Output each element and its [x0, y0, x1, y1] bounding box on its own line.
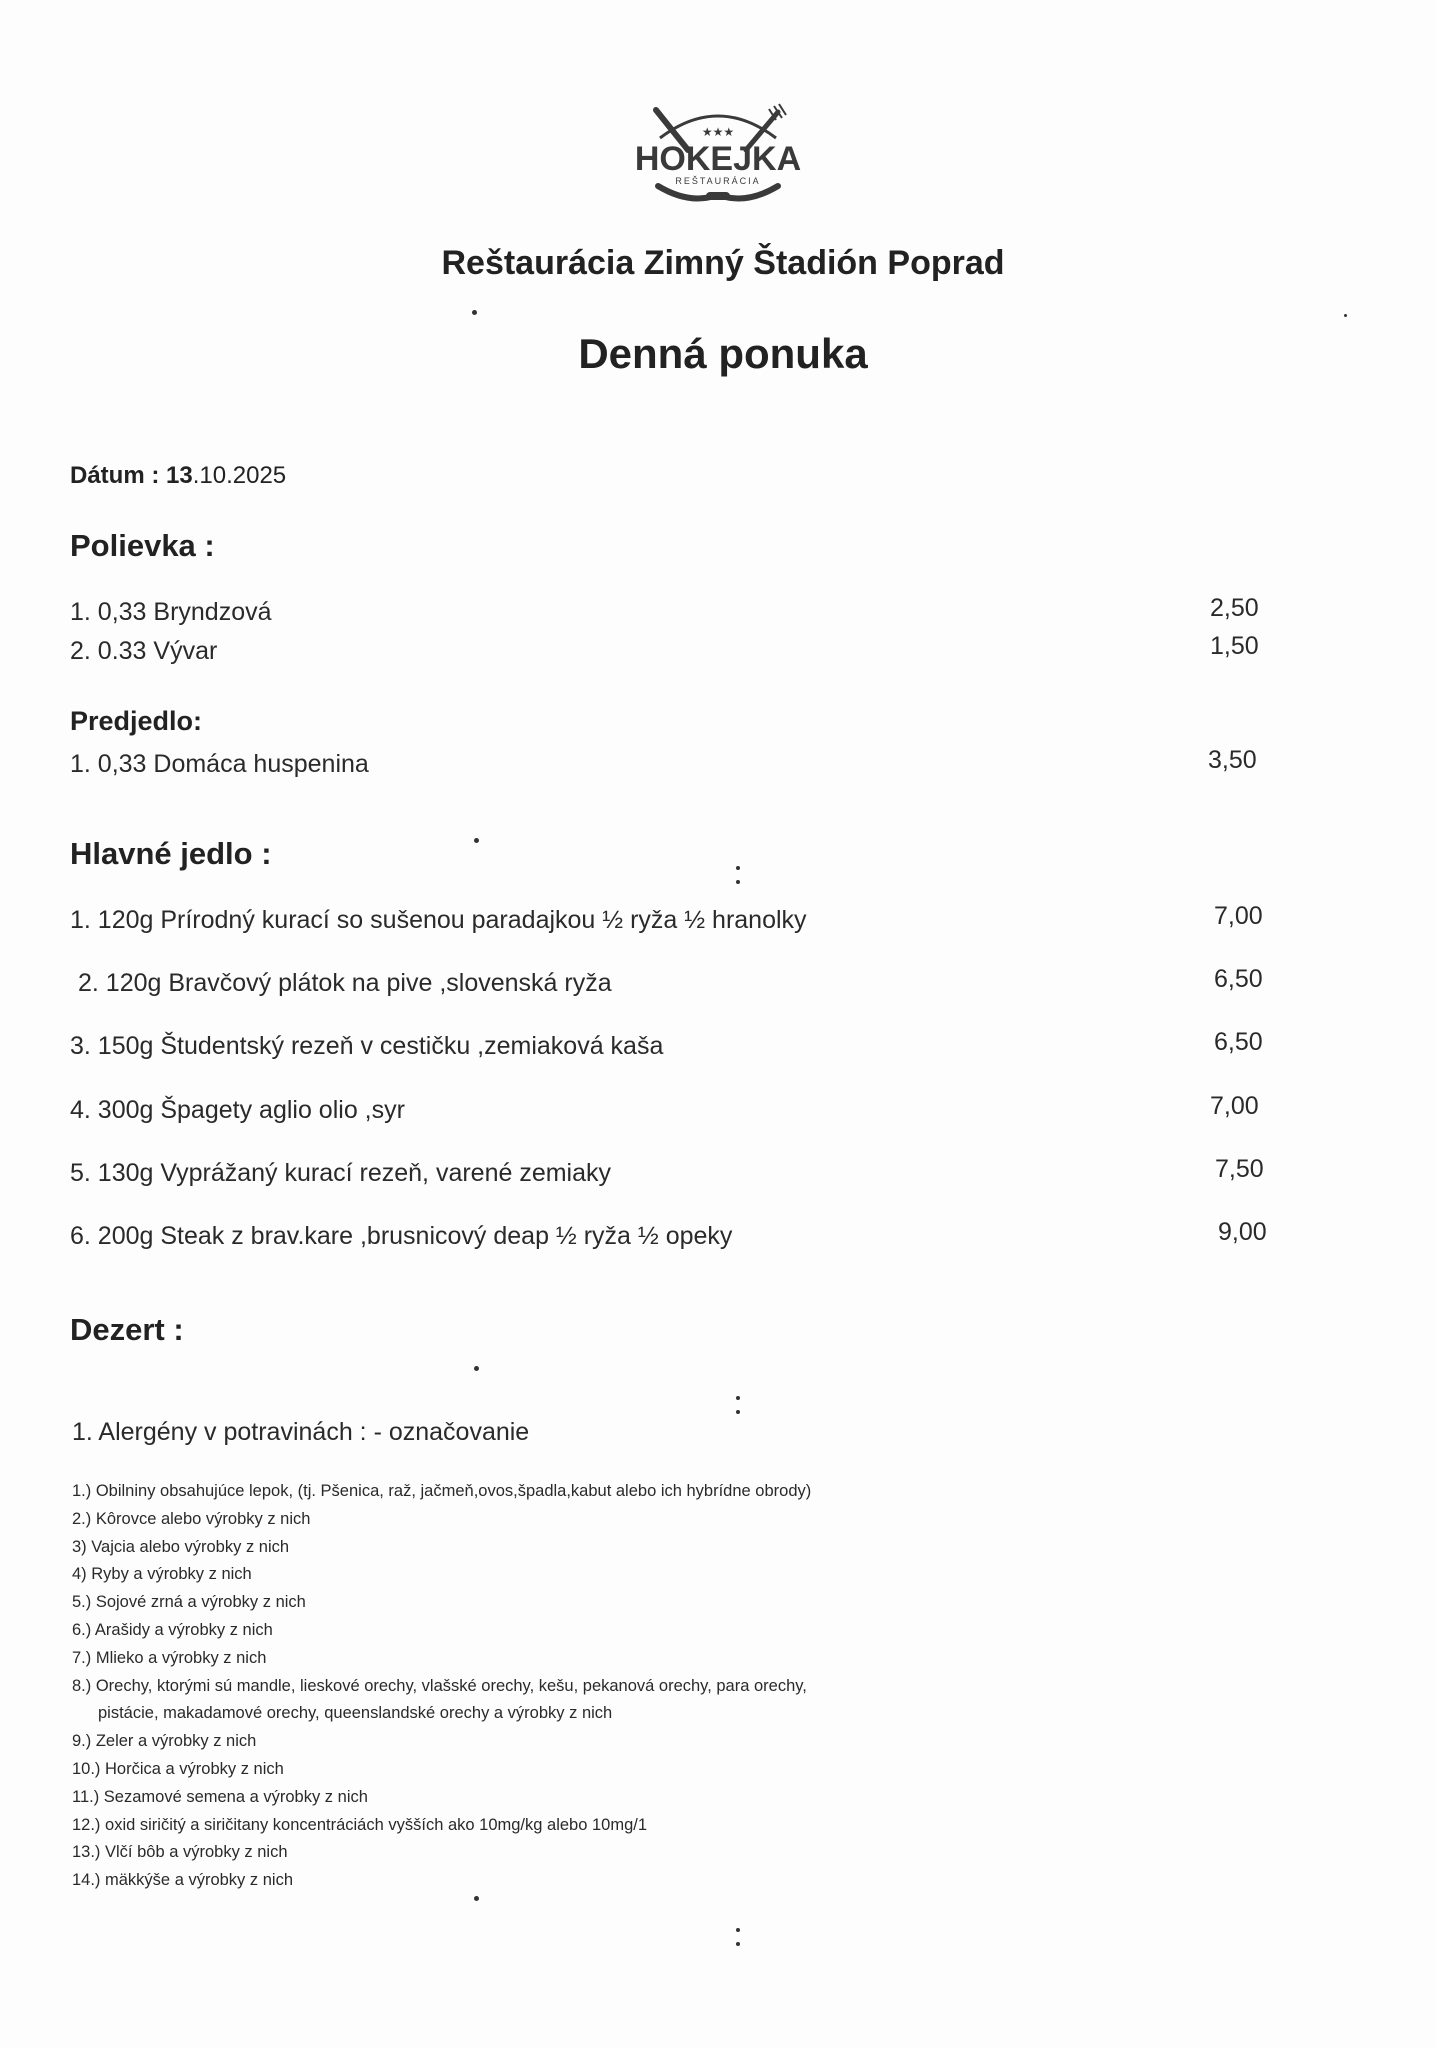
hokejka-logo-graphic	[618, 100, 818, 210]
allergen-item: 3) Vajcia alebo výrobky z nich	[72, 1537, 290, 1556]
dessert-heading: Dezert :	[70, 1312, 184, 1347]
allergen-item: 9.) Zeler a výrobky z nich	[72, 1732, 257, 1751]
allergen-item: 13.) Vlčí bôb a výrobky z nich	[72, 1843, 288, 1862]
main-item-1: 1. 120g Prírodný kurací so sušenou paradajkou ½ ryža ½ hranolky	[70, 906, 807, 934]
allergen-item: 6.) Arašidy a výrobky z nich	[72, 1620, 273, 1639]
allergen-item: 10.) Horčica a výrobky z nich	[72, 1759, 284, 1778]
scan-speck	[474, 838, 479, 843]
main-item-6: 6. 200g Steak z brav.kare ,brusnicový deap ½ ryža ½ opeky	[70, 1222, 733, 1250]
allergen-item: 8.) Orechy, ktorými sú mandle, lieskové orechy, vlašské orechy, kešu, pekanová orechy, para orechy,	[72, 1676, 807, 1695]
allergen-item-continuation: pistácie, makadamové orechy, queenslandské orechy a výrobky z nich	[98, 1704, 613, 1723]
logo-subtext: REŠTAURÁCIA	[675, 176, 761, 186]
scan-speck	[736, 1410, 740, 1414]
main-price-1: 7,00	[1214, 902, 1263, 930]
allergen-item: 11.) Sezamové semena a výrobky z nich	[72, 1787, 368, 1806]
allergen-item: 4) Ryby a výrobky z nich	[72, 1565, 252, 1584]
main-price-6: 9,00	[1218, 1218, 1267, 1246]
soup-price-1: 2,50	[1210, 594, 1259, 622]
main-item-5: 5. 130g Vyprážaný kurací rezeň, varené zemiaky	[70, 1159, 612, 1187]
main-price-4: 7,00	[1210, 1092, 1259, 1120]
scan-speck	[736, 880, 740, 884]
starter-price-1: 3,50	[1208, 746, 1257, 774]
starter-item-1: 1. 0,33 Domáca huspenina	[70, 750, 369, 778]
main-item-2: 2. 120g Bravčový plátok na pive ,slovenská ryža	[78, 969, 612, 997]
allergens-list	[72, 1478, 972, 1895]
soup-item-2: 2. 0.33 Vývar	[70, 637, 218, 665]
allergen-item: 14.) mäkkýše a výrobky z nich	[72, 1871, 293, 1890]
scan-speck	[474, 1896, 479, 1901]
restaurant-logo	[618, 100, 818, 210]
soup-heading: Polievka :	[70, 528, 215, 563]
allergen-item: 1.) Obilniny obsahujúce lepok, (tj. Pšenica, raž, jačmeň,ovos,špadla,kabut alebo ich hybrídne obrody)	[72, 1482, 812, 1500]
allergen-item: 12.) oxid siričitý a siričitany koncentráciách vyšších ako 10mg/kg alebo 10mg/1	[72, 1815, 648, 1834]
date-day: 13	[166, 462, 193, 489]
scan-speck	[1344, 314, 1347, 317]
scan-speck	[736, 1942, 740, 1946]
scan-speck	[736, 866, 740, 870]
allergen-item: 2.) Kôrovce alebo výrobky z nich	[72, 1509, 311, 1528]
main-price-2: 6,50	[1214, 965, 1263, 993]
svg-text:★★★: ★★★	[701, 125, 735, 139]
main-item-3: 3. 150g Študentský rezeň v cestičku ,zemiaková kaša	[70, 1032, 664, 1060]
scan-speck	[736, 1928, 740, 1932]
scan-speck	[736, 1396, 740, 1400]
allergen-item: 7.) Mlieko a výrobky z nich	[72, 1648, 267, 1667]
restaurant-name: Reštaurácia Zimný Štadión Poprad	[441, 244, 1005, 282]
starter-heading: Predjedlo:	[70, 706, 203, 736]
menu-date	[70, 462, 286, 490]
scan-speck	[472, 310, 477, 315]
allergen-item: 5.) Sojové zrná a výrobky z nich	[72, 1593, 306, 1612]
main-price-3: 6,50	[1214, 1028, 1263, 1056]
main-item-4: 4. 300g Špagety aglio olio ,syr	[70, 1096, 405, 1124]
date-label: Dátum :	[70, 462, 160, 489]
allergens-title: 1. Alergény v potravinách : - označovanie	[72, 1418, 530, 1446]
main-heading: Hlavné jedlo :	[70, 836, 272, 871]
soup-price-2: 1,50	[1210, 632, 1259, 660]
date-rest: .10.2025	[192, 462, 287, 489]
scan-speck	[474, 1366, 479, 1371]
menu-title: Denná ponuka	[578, 330, 868, 377]
main-price-5: 7,50	[1215, 1155, 1264, 1183]
soup-item-1: 1. 0,33 Bryndzová	[70, 598, 272, 626]
logo-text: HOKEJKA	[634, 140, 802, 178]
